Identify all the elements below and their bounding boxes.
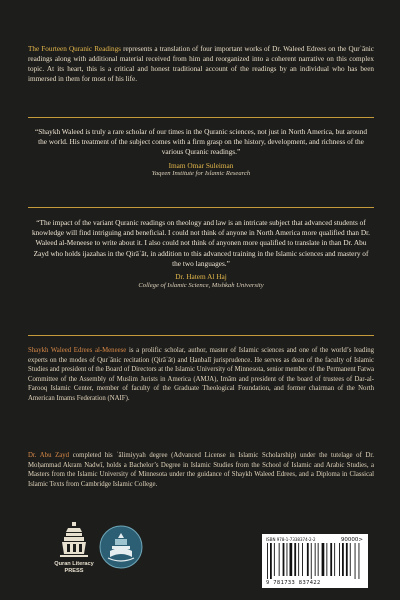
barcode-bar: [359, 543, 360, 579]
translator-name: Dr. Abu Zayd: [28, 452, 70, 459]
barcode-bar: [279, 543, 280, 576]
barcode-bar: [322, 543, 325, 576]
barcode-bar: [339, 543, 340, 576]
barcode-bar: [350, 543, 351, 576]
barcode-bars: [266, 543, 364, 579]
barcode-bar: [318, 543, 319, 576]
barcode-bar: [287, 543, 288, 576]
endorsement-quote: [32, 218, 370, 290]
quran-literacy-press-logo: [52, 520, 96, 576]
book-title: The Fourteen Quranic Readings: [28, 45, 121, 53]
barcode-bar: [346, 543, 348, 576]
institution-emblem-icon: [98, 524, 144, 570]
divider-rule: [28, 335, 374, 336]
author-bio-text: is a prolific scholar, author, master of Islamic sciences and one of the world’s leading experts on the modes of Qurʾānic recitation (Qirāʾāt) and Ḥanbalī jurisprudence. He serves as dean of the faculty of Islamic Studies and president of the Board of Directors at the Islamic University of Minnesota, senior member of the Permanent Fatwa Committee of the Assembly of Muslim Jurists in America (AMJA), Imām and president of the board of trustees of Dar-al-Farooq Islamic Center, member of faculty of the Graduate Theological Foundation, and former chairman of the North American Imams Federation (NAIF).: [28, 347, 375, 402]
barcode-bar: [355, 543, 356, 579]
isbn-label: ISBN 978-1-7338374-2-2: [266, 537, 316, 542]
barcode-bar: [267, 543, 268, 579]
barcode-number: 9 781733 837422: [266, 580, 321, 586]
barcode-bar: [283, 543, 285, 576]
intro-text: represents a translation of four important works of Dr. Waleed Edrees on the Qurʾānic readings along with additional material received from him and reorganized into a coherent narrative on this complex topic. At its heart, this is a critical and honest traditional account of the readings by an individual who has been immersed in them for most of his life.: [28, 45, 374, 83]
endorser-name: Dr. Hatem Al Haj: [175, 272, 227, 282]
isbn-barcode: [262, 534, 368, 588]
barcode-bar: [311, 543, 312, 579]
barcode-bar: [302, 543, 303, 576]
endorser-affiliation: College of Islamic Science, Mishkah University: [138, 281, 264, 289]
barcode-bar: [326, 543, 327, 576]
quote-attribution: [32, 272, 370, 290]
barcode-bar: [307, 543, 309, 576]
price-code: 90000>: [340, 537, 363, 543]
divider-rule: [28, 207, 374, 208]
barcode-bar: [330, 543, 332, 576]
author-name: Shaykh Waleed Edrees al-Meneese: [28, 347, 127, 354]
endorser-affiliation: Yaqeen Institute for Islamic Research: [151, 170, 251, 178]
intro-paragraph: [28, 44, 374, 84]
quote-text: “Shaykh Waleed is truly a rare scholar of our times in the Quranic sciences, not just in North America, but around the world. His treatment of the subject comes with a firm grasp on the history, development, and richness of the various Quranic readings.”: [34, 127, 367, 157]
barcode-bar: [315, 543, 316, 576]
barcode-bar: [274, 543, 275, 576]
publisher-name-line2: PRESS: [64, 568, 84, 574]
author-bio: [28, 346, 374, 404]
divider-rule: [28, 117, 374, 118]
quote-attribution: [32, 161, 370, 179]
endorsement-quote: [32, 127, 370, 179]
barcode-bar: [334, 543, 335, 576]
barcode-bar: [298, 543, 299, 576]
publisher-name-line1: Quran Literacy: [54, 561, 94, 567]
barcode-bar: [342, 543, 344, 576]
quote-text: “The impact of the variant Quranic readings on theology and law is an intricate subject that advanced students of knowledge will find intriguing and beneficial. I could not think of anyone in North America more qualified than Dr. Waleed al-Meneese to write about it. I also could not think of anyonen more qualified to translate in than Dr. Abu Zayd who holds ijazahas in the Qirāʾāt, in addition to this advanced training in the Islamic sciences and mastery of the two languages.”: [32, 218, 371, 268]
translator-bio-text: completed his ʿālimiyyah degree (Advanced License in Islamic Scholarship) under the tutelage of Dr. Moḥammad Akram Nadwī, holds a Bachelor’s Degree in Islamic Studies from the School of Islamic and Arabic Studies, a Masters from the Islamic University of Minnesota under the guidance of Shaykh Waleed Edrees, and a Diploma in Classical Islamic Texts from Cambridge Islamic College.: [28, 452, 374, 488]
translator-bio: [28, 451, 374, 489]
barcode-bar: [290, 543, 293, 576]
endorser-name: Imam Omar Suleiman: [168, 160, 234, 170]
barcode-bar: [270, 543, 272, 579]
barcode-bar: [294, 543, 296, 576]
